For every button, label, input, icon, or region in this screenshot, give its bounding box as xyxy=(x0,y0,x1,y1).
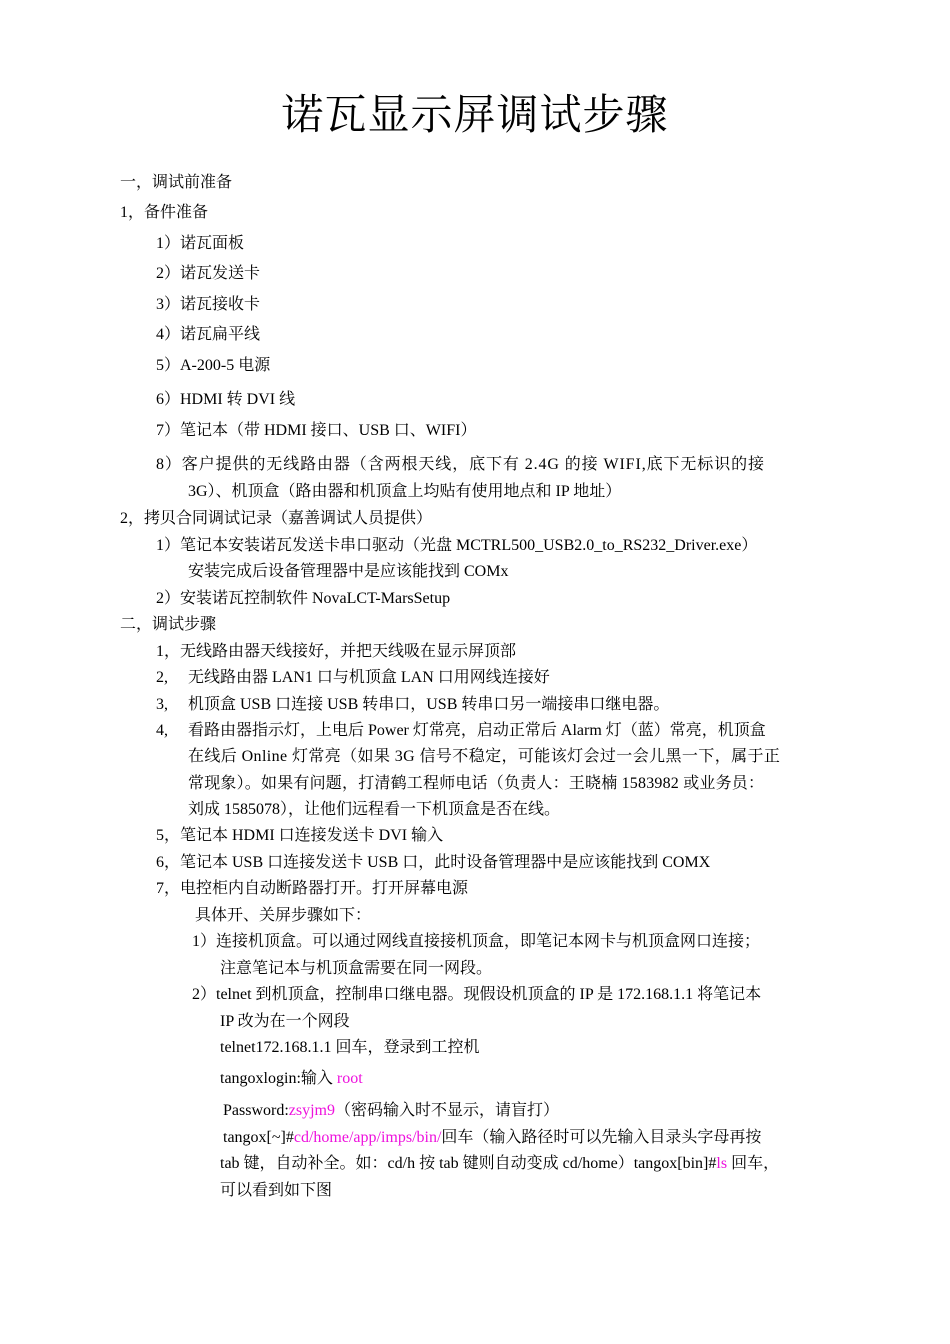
list-item: 8）客户提供的无线路由器（含两根天线，底下有 2.4G 的接 WIFI,底下无标识的接 xyxy=(156,456,765,473)
procedure-item: 2）telnet 到机顶盒，控制串口继电器。现假设机顶盒的 IP 是 172.168.1.1 将笔记本 xyxy=(192,986,762,1003)
step-item: 无线路由器 LAN1 口与机顶盒 LAN 口用网线连接好 xyxy=(188,669,550,686)
subsection-heading: 2，拷贝合同调试记录（嘉善调试人员提供） xyxy=(120,510,433,527)
tab-note: tab 键，自动补全。如：cd/h 按 tab 键则自动变成 cd/home）tangox[bin]# xyxy=(220,1155,717,1172)
cd-value: cd/home/app/imps/bin/ xyxy=(293,1129,442,1146)
list-item: 3）诺瓦接收卡 xyxy=(156,296,261,313)
step-number: 2, xyxy=(156,669,168,686)
list-item: 2）安装诺瓦控制软件 NovaLCT-MarsSetup xyxy=(156,590,451,607)
list-item: 2）诺瓦发送卡 xyxy=(156,265,261,282)
list-item: 4）诺瓦扁平线 xyxy=(156,326,261,343)
list-item: 5）A-200-5 电源 xyxy=(156,357,271,374)
procedure-item-continuation: IP 改为在一个网段 xyxy=(220,1013,350,1030)
step-item: 6，笔记本 USB 口连接发送卡 USB 口，此时设备管理器中是应该能找到 COMX xyxy=(156,854,711,871)
step-item-continuation: 刘成 1585078），让他们远程看一下机顶盒是否在线。 xyxy=(188,801,561,818)
step-number: 3, xyxy=(156,696,168,713)
procedure-item: 1）连接机顶盒。可以通过网线直接接机顶盒，即笔记本网卡与机顶盒网口连接； xyxy=(192,933,761,950)
step-item: 1，无线路由器天线接好，并把天线吸在显示屏顶部 xyxy=(156,643,517,660)
login-prompt: tangoxlogin:输入 xyxy=(220,1070,337,1087)
step-item-continuation: 在线后 Online 灯常亮（如果 3G 信号不稳定，可能该灯会过一会儿黑一下，属于正 xyxy=(188,748,781,765)
list-item: 1）笔记本安装诺瓦发送卡串口驱动（光盘 MCTRL500_USB2.0_to_RS232_Driver.exe） xyxy=(156,537,758,554)
step-item: 7，电控柜内自动断路器打开。打开屏幕电源 xyxy=(156,880,469,897)
subsection-heading: 1，备件准备 xyxy=(120,204,209,221)
cd-prompt: tangox[~]# xyxy=(223,1129,294,1146)
section-heading: 二，调试步骤 xyxy=(120,616,217,633)
tab-line xyxy=(220,1154,779,1174)
list-item: 7）笔记本（带 HDMI 接口、USB 口、WIFI） xyxy=(156,422,477,439)
list-item: 1）诺瓦面板 xyxy=(156,235,245,252)
step-number: 4, xyxy=(156,722,168,739)
list-item: 6）HDMI 转 DVI 线 xyxy=(156,391,296,408)
command-line: telnet172.168.1.1 回车，登录到工控机 xyxy=(220,1039,480,1056)
step-item: 5，笔记本 HDMI 口连接发送卡 DVI 输入 xyxy=(156,827,444,844)
step-item-continuation: 常现象）。如果有问题，打清鹤工程师电话（负责人：王晓楠 1583982 或业务员： xyxy=(188,775,765,792)
list-item-continuation: 安装完成后设备管理器中是应该能找到 COMx xyxy=(188,563,509,580)
cd-line xyxy=(223,1128,761,1148)
tab-suffix: 回车， xyxy=(727,1155,780,1172)
step-item: 机顶盒 USB 口连接 USB 转串口，USB 转串口另一端接串口继电器。 xyxy=(188,696,670,713)
password-prompt: Password: xyxy=(223,1102,289,1119)
closing-line: 可以看到如下图 xyxy=(220,1182,333,1199)
list-item-continuation: 3G）、机顶盒（路由器和机顶盒上均贴有使用地点和 IP 地址） xyxy=(188,483,622,500)
step-item: 看路由器指示灯，上电后 Power 灯常亮，启动正常后 Alarm 灯（蓝）常亮，机顶盒 xyxy=(188,722,766,739)
page-title: 诺瓦显示屏调试步骤 xyxy=(281,93,669,139)
password-note: （密码输入时不显示，请盲打） xyxy=(335,1102,560,1119)
login-value: root xyxy=(336,1070,363,1087)
ls-value: ls xyxy=(716,1155,728,1172)
password-line xyxy=(223,1101,559,1121)
cd-note: 回车（输入路径时可以先输入目录头字母再按 xyxy=(441,1129,762,1146)
sub-heading: 具体开、关屏步骤如下： xyxy=(195,907,372,924)
login-line xyxy=(220,1069,363,1089)
section-heading: 一，调试前准备 xyxy=(120,174,233,191)
password-value: zsyjm9 xyxy=(288,1102,335,1119)
procedure-item-continuation: 注意笔记本与机顶盒需要在同一网段。 xyxy=(220,960,493,977)
